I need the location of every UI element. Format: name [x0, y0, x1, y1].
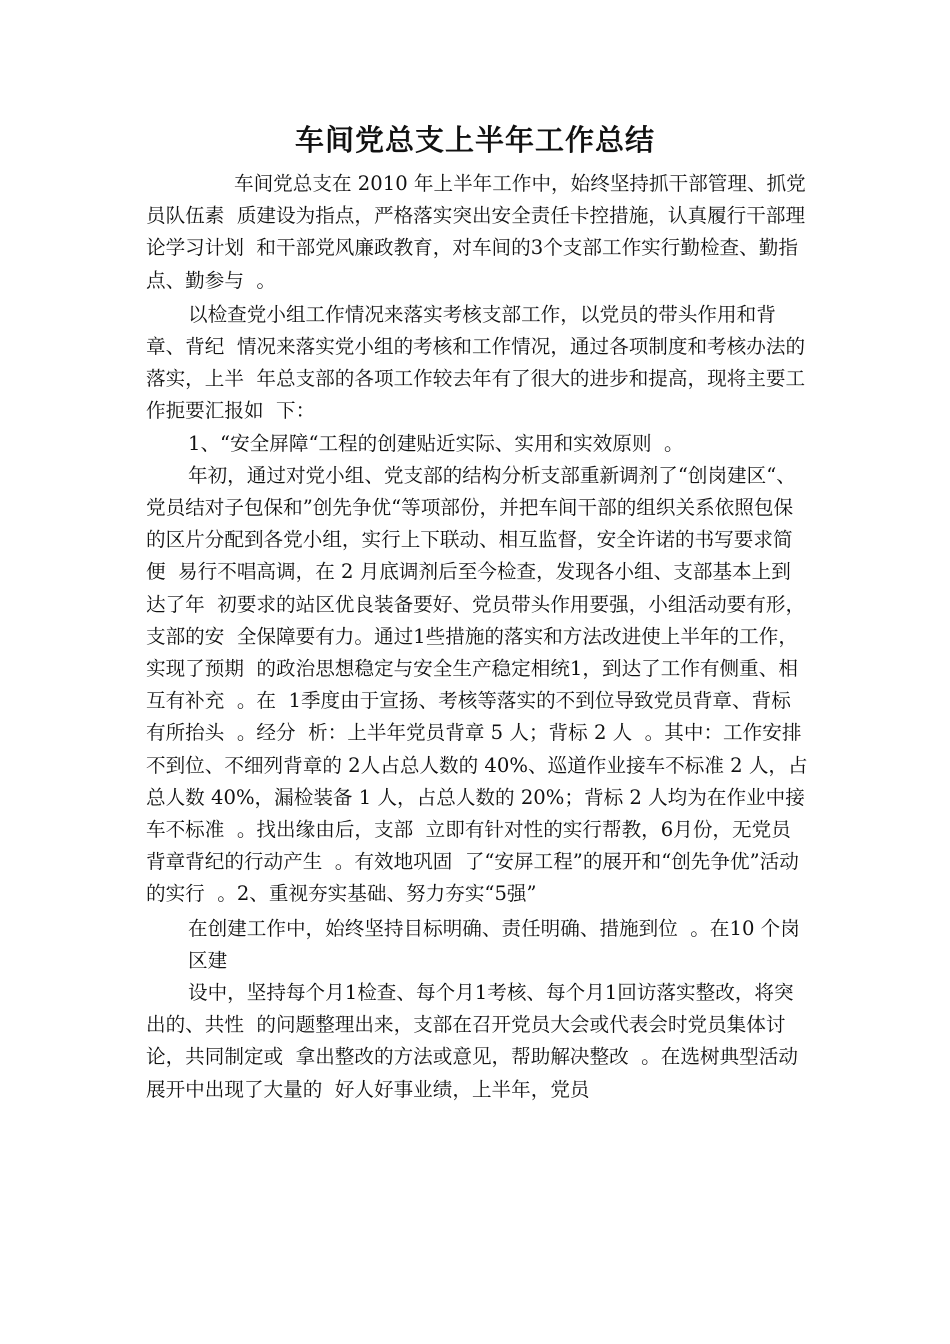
- section-heading-1: 1、“安全屏障“工程的创建贴近实际、实用和实效原则 。: [188, 431, 684, 455]
- paragraph-intro: 车间党总支在 2010 年上半年工作中，始终坚持抓干部管理、抓党员队伍素 质建设为指点，严格落实突出安全责任卡控措施，认真履行干部理论学习计划 和干部党风廉政教育，对车间的3个支部工作实行勤检查、勤指点、勤参与 。: [146, 172, 806, 292]
- paragraph-overview: 以检查党小组工作情况来落实考核支部工作，以党员的带头作用和背章、背纪 情况来落实党小组的考核和工作情况，通过各项制度和考核办法的落实，上半 年总支部的各项工作较去年有了很大的进步和提高，现将主要工作扼要汇报如 下：: [146, 302, 806, 423]
- document-body: [146, 168, 810, 1106]
- paragraph-section-1: 年初，通过对党小组、党支部的结构分析支部重新调剂了“创岗建区“、 党员结对子包保和”创先争优“等项部份，并把车间干部的组织关系依照包保 的区片分配到各党小组，实行上下联动、相互监督，安全许诺的书写要求简便 易行不唱高调，在 2 月底调剂后至今检查，发现各小组、支部基本上到达了年 初要求的站区优良装备要好、党员带头作用要强，小组活动要有形，支部的安 全保障要有力。通过1些措施的落实和方法改进使上半年的工作，实现了预期 的政治思想稳定与安全生产稳定相统1，到达了工作有侧重、相互有补充 。在 1季度由于宣扬、考核等落实的不到位导致党员背章、背标有所抬头 。经分 析：上半年党员背章 5 人；背标 2 人 。其中：工作安排不到位、不细列背章的 2人占总人数的 40%、巡道作业接车不标准 2 人，占总人数 40%，漏检装备 1 人，占总人数的 20%；背标 2 人均为在作业中接车不标准 。找出缘由后，支部 立即有针对性的实行帮教，6月份，无党员背章背纪的行动产生 。有效地巩固 了“安屏工程”的展开和“创先争优”活动的实行 。2、重视夯实基础、努力夯实“5强”: [146, 463, 809, 906]
- document-title: 车间党总支上半年工作总结: [294, 123, 655, 157]
- paragraph-section-2-intro: 在创建工作中，始终坚持目标明确、责任明确、措施到位 。在10 个岗区建: [188, 916, 800, 972]
- paragraph-section-2: 设中，坚持每个月1检查、每个月1考核、每个月1回访落实整改，将突出的、共性 的问题整理出来，支部在召开党员大会或代表会时党员集体讨论，共同制定或 拿出整改的方法或意见，帮助解决整改 。在选树典型活动展开中出现了大量的 好人好事业绩，上半年，党员: [146, 981, 798, 1101]
